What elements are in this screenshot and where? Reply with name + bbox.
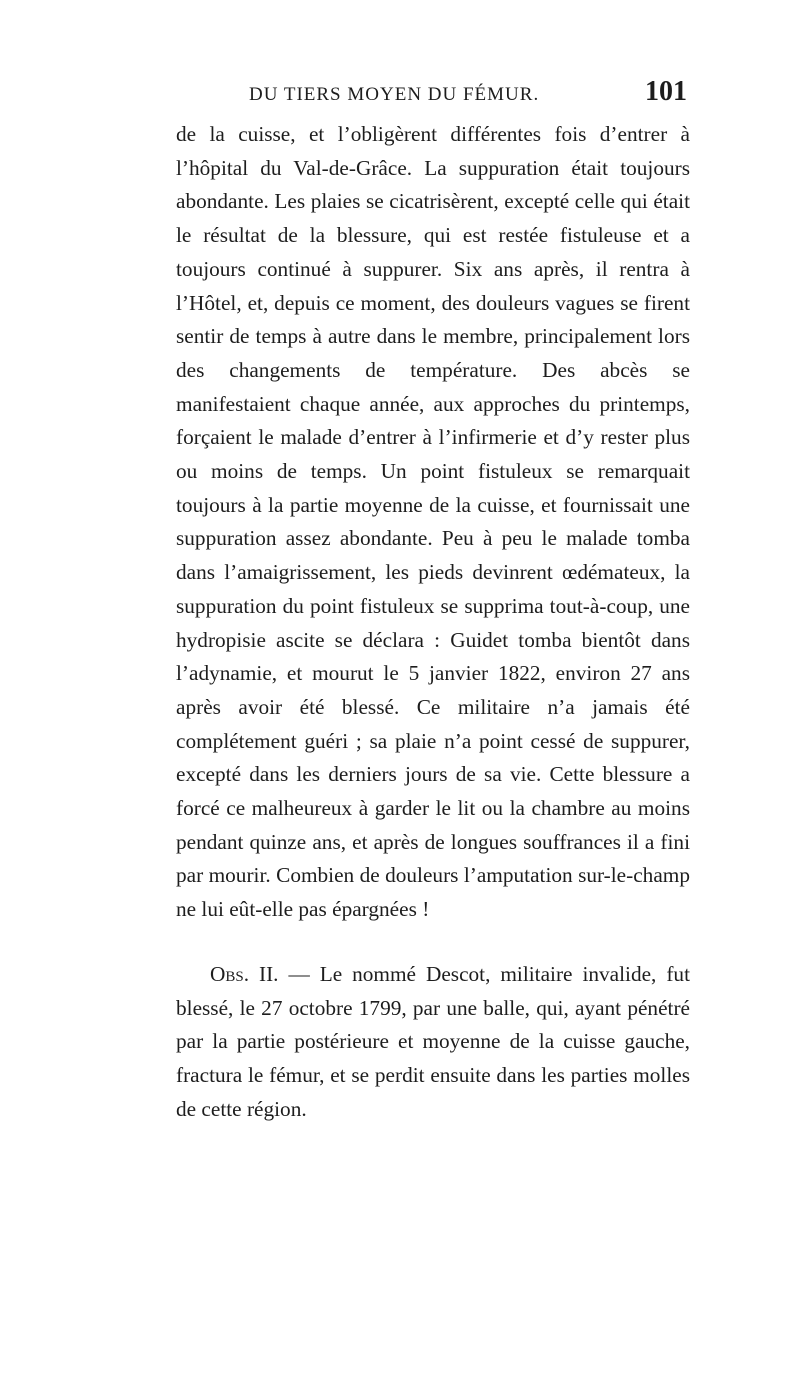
running-title: DU TIERS MOYEN DU FÉMUR. bbox=[249, 84, 540, 105]
observation-label: Obs. II. bbox=[210, 961, 279, 986]
paragraph: de la cuisse, et l’obligèrent différentes fois d’entrer à l’hôpital du Val-de-Grâce. La suppuration était toujours abondante. Les plaies se cicatrisèrent, excepté celle qui était le résultat de la blessure, qui est restée fistuleuse et a toujours continué à suppurer. Six ans après, il rentra à l’Hôtel, et, depuis ce moment, des douleurs vagues se firent sentir de temps à autre dans le membre, principalement lors des changements de température. Des abcès se manifestaient chaque année, aux approches du printemps, forçaient le malade d’entrer à l’infirmerie et d’y rester plus ou moins de temps. Un point fistuleux se remarquait toujours à la partie moyenne de la cuisse, et fournissait une suppuration assez abondante. Peu à peu le malade tomba dans l’amaigrissement, les pieds devinrent œdémateux, la suppuration du point fistuleux se supprima tout-à-coup, une hydropisie ascite se déclara : Guidet tomba bientôt dans l’adynamie, et mourut le 5 janvier 1822, environ 27 ans après avoir été blessé. Ce militaire n’a jamais été complétement guéri ; sa plaie n’a point cessé de suppurer, excepté dans les derniers jours de sa vie. Cette blessure a forcé ce malheureux à garder le lit ou la chambre au moins pendant quinze ans, et après de longues souffrances il a fini par mourir. Combien de douleurs l’amputation sur-le-champ ne lui eût-elle pas épargnées ! bbox=[176, 122, 690, 922]
body-text bbox=[176, 118, 690, 1126]
running-head bbox=[249, 76, 689, 112]
page-number: 101 bbox=[645, 76, 687, 107]
observation-paragraph bbox=[176, 958, 690, 1127]
observation-text: — Le nommé Descot, militaire invalide, fut blessé, le 27 octobre 1799, par une balle, qui, ayant pénétré par la partie postérieure et moyenne de la cuisse gauche, fractura le fémur, et se perdit ensuite dans les parties molles de cette région. bbox=[176, 961, 690, 1121]
